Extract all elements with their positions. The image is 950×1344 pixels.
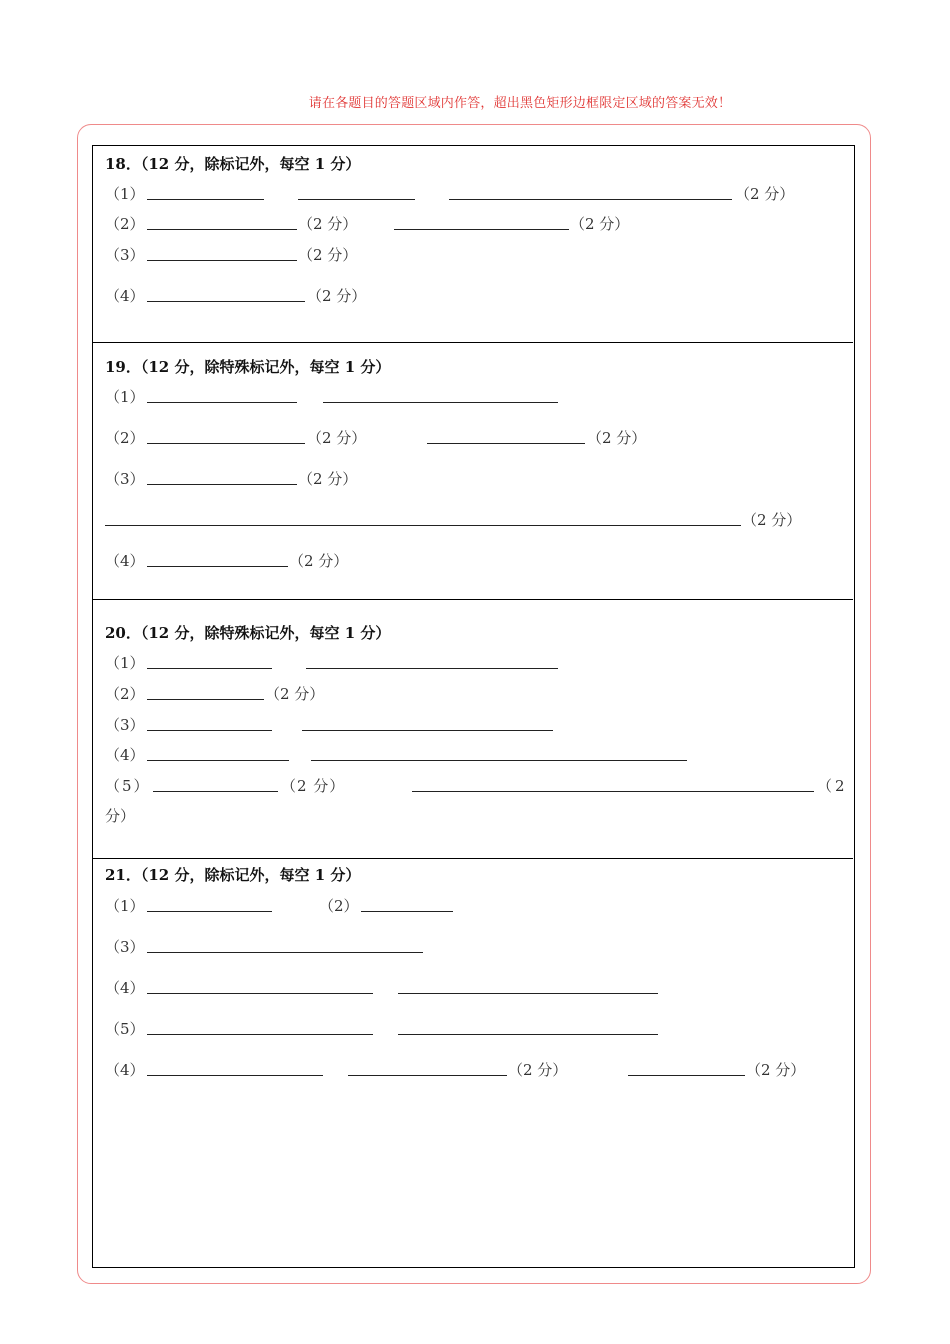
- q18-r3-blank[interactable]: [147, 260, 297, 261]
- q19-r1-blank-b[interactable]: [323, 402, 558, 403]
- q19-r2-blank-b[interactable]: [427, 443, 585, 444]
- q18-r3-score: （2 分）: [298, 246, 358, 264]
- q20-r5-score-a: （2 分）: [281, 777, 346, 795]
- q19-r2-score-a: （2 分）: [307, 429, 367, 447]
- q20-r2-label: （2）: [105, 685, 145, 703]
- q20-r2-score: （2 分）: [265, 685, 325, 703]
- question-21-title: 21．（12 分，除标记外，每空 1 分）: [105, 866, 361, 884]
- q21-r1-label-b: （2）: [319, 897, 359, 915]
- q20-r1-blank-b[interactable]: [306, 668, 558, 669]
- q18-r1-score: （2 分）: [735, 185, 795, 203]
- q20-r5-label: （5）: [105, 777, 151, 795]
- question-20-section: [93, 600, 853, 858]
- question-21-section: [93, 859, 853, 1267]
- q20-r3-blank-b[interactable]: [302, 730, 553, 731]
- q19-r2-score-b: （2 分）: [587, 429, 647, 447]
- q19-r4-label: （4）: [105, 552, 145, 570]
- q18-r1-blank-b[interactable]: [298, 199, 415, 200]
- q19-r3-label: （3）: [105, 470, 145, 488]
- q19-r4-score: （2 分）: [289, 552, 349, 570]
- q20-r3-blank-a[interactable]: [147, 730, 272, 731]
- q18-r2-score-a: （2 分）: [298, 215, 358, 233]
- q21-r6-label: （4）: [105, 1061, 145, 1079]
- question-18-section: [93, 146, 853, 342]
- q21-r6-score-a: （2 分）: [508, 1061, 568, 1079]
- q20-r3-label: （3）: [105, 716, 145, 734]
- q18-r2-blank-b[interactable]: [394, 229, 569, 230]
- q21-r5-blank-a[interactable]: [147, 1034, 373, 1035]
- q20-r4-blank-b[interactable]: [311, 760, 687, 761]
- q21-r6-score-b: （2 分）: [746, 1061, 806, 1079]
- q20-r5-score-b-tail: 分）: [105, 807, 136, 825]
- q18-r1-blank-c[interactable]: [449, 199, 732, 200]
- q21-r3-blank[interactable]: [147, 952, 423, 953]
- q19-r3-blank[interactable]: [147, 484, 297, 485]
- q20-r5-blank-b[interactable]: [412, 791, 814, 792]
- q19-r1-blank-a[interactable]: [147, 402, 297, 403]
- answer-sheet-frame: [92, 145, 855, 1268]
- q18-r1-label: （1）: [105, 185, 145, 203]
- q20-r2-blank[interactable]: [147, 699, 264, 700]
- q19-r2-label: （2）: [105, 429, 145, 447]
- q19-r3-score: （2 分）: [298, 470, 358, 488]
- q20-r5-score-b-head: （2: [817, 777, 848, 795]
- q21-r5-blank-b[interactable]: [398, 1034, 658, 1035]
- q20-r4-label: （4）: [105, 746, 145, 764]
- q20-r1-blank-a[interactable]: [147, 668, 272, 669]
- answer-region-notice: 请在各题目的答题区域内作答，超出黑色矩形边框限定区域的答案无效！: [308, 96, 732, 111]
- q18-r2-score-b: （2 分）: [570, 215, 630, 233]
- q20-r4-blank-a[interactable]: [147, 760, 289, 761]
- q21-r4-blank-b[interactable]: [398, 993, 658, 994]
- q19-r1-label: （1）: [105, 388, 145, 406]
- q19-r3b-score: （2 分）: [742, 511, 802, 529]
- q18-r2-label: （2）: [105, 215, 145, 233]
- question-18-title: 18．（12 分，除标记外，每空 1 分）: [105, 155, 361, 173]
- q19-r2-blank-a[interactable]: [147, 443, 305, 444]
- q18-r2-blank-a[interactable]: [147, 229, 297, 230]
- question-20-title: 20．（12 分，除特殊标记外，每空 1 分）: [105, 624, 391, 642]
- question-19-section: [93, 343, 853, 599]
- q20-r5-blank-a[interactable]: [153, 791, 278, 792]
- q21-r5-label: （5）: [105, 1020, 145, 1038]
- q18-r4-blank[interactable]: [147, 301, 305, 302]
- q21-r3-label: （3）: [105, 938, 145, 956]
- question-19-title: 19．（12 分，除特殊标记外，每空 1 分）: [105, 358, 391, 376]
- q18-r4-label: （4）: [105, 287, 145, 305]
- q21-r4-blank-a[interactable]: [147, 993, 373, 994]
- q21-r6-blank-a[interactable]: [147, 1075, 323, 1076]
- q18-r1-blank-a[interactable]: [147, 199, 264, 200]
- q21-r6-blank-c[interactable]: [628, 1075, 745, 1076]
- q21-r4-label: （4）: [105, 979, 145, 997]
- q21-r1-label: （1）: [105, 897, 145, 915]
- q21-r1-blank-b[interactable]: [361, 911, 453, 912]
- q19-r3b-long-blank[interactable]: [105, 525, 741, 526]
- q18-r4-score: （2 分）: [307, 287, 367, 305]
- q20-row-5: [105, 775, 848, 797]
- q20-r1-label: （1）: [105, 654, 145, 672]
- q21-r6-blank-b[interactable]: [348, 1075, 507, 1076]
- q18-r3-label: （3）: [105, 246, 145, 264]
- q21-r1-blank-a[interactable]: [147, 911, 272, 912]
- q19-r4-blank[interactable]: [147, 566, 288, 567]
